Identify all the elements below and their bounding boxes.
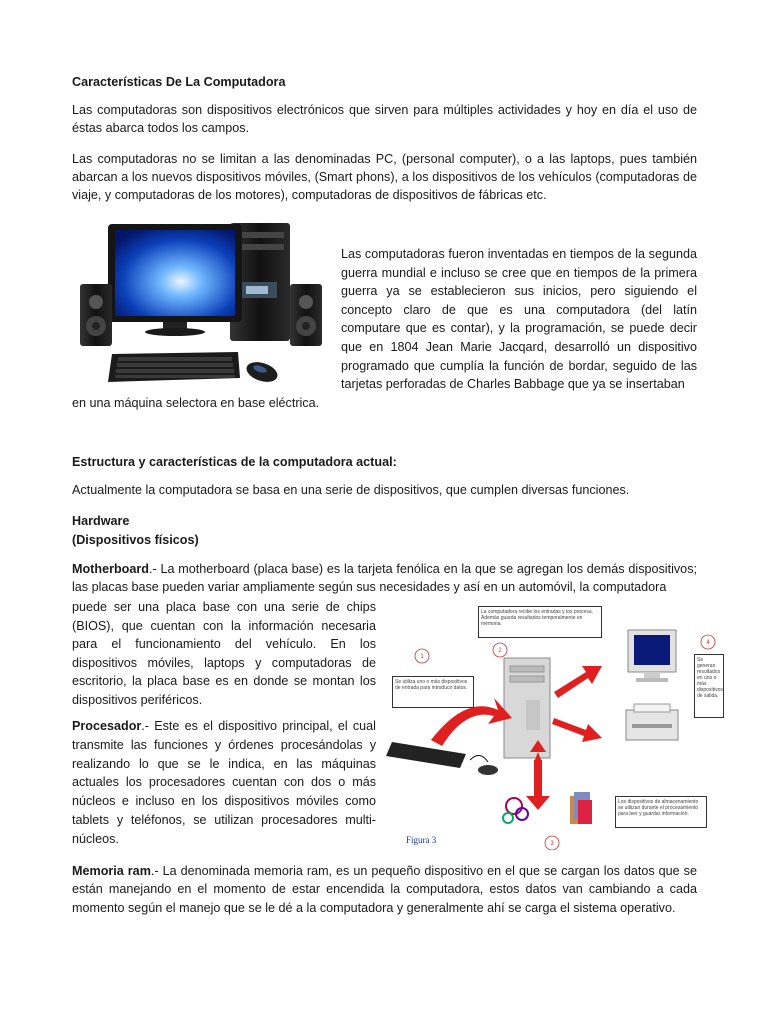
callout-storage: Los dispositivos de almacenamiento se utilizan durante el procesamiento para leer y guardar información. [615, 796, 707, 828]
diagram-number-1: 1 [420, 654, 424, 660]
desktop-computer-image [78, 220, 326, 390]
callout-process: La computadora recibe los entradas y los procesa. Además guarda resultados temporalmente en memoria. [478, 606, 602, 638]
hardware-heading [72, 512, 199, 550]
callout-output: Se generan resultados en uno o más dispositivos de salida. [694, 654, 724, 718]
motherboard-paragraph-cont: puede ser una placa base con una serie de chips (BIOS), que cuentan con la información necesaria para el funcionamiento del vehículo. En los dispositivos móviles, laptops y computadoras de escritorio, la placa base es en donde se montan los dispositivos periféricos. [72, 600, 376, 707]
figure-caption: Figura 3 [406, 835, 437, 845]
ram-term: Memoria ram [72, 864, 151, 878]
motherboard-paragraph [72, 560, 697, 597]
hardware-subtitle: (Dispositivos físicos) [72, 533, 199, 547]
intro-paragraph: Las computadoras son dispositivos electrónicos que sirven para múltiples actividades y hoy en día el uso de éstas abarca todos los campos. [72, 103, 697, 136]
procesador-text: Este es el dispositivo principal, el cual transmite las funciones y órdenes procesándolas y realizando lo que se le indica, en las máquinas actuales los procesadores cuentan con dos o más núcleos e incluso en los dispositivos móviles como tablets y teléfonos, se utilizan procesadores multi-núcleos. [72, 719, 376, 846]
estructura-paragraph: Actualmente la computadora se basa en una serie de dispositivos, que cumplen diversas funciones. [72, 483, 630, 497]
page-title: Características De La Computadora [72, 75, 286, 89]
motherboard-term: Motherboard [72, 562, 149, 576]
procesador-paragraph [72, 717, 376, 849]
callout-input: Se utiliza uno o más dispositivos de entrada para introducir datos. [392, 676, 474, 708]
diagram-number-2: 2 [498, 648, 502, 654]
motherboard-text: La motherboard (placa base) es la tarjeta fenólica en la que se agregan los demás dispositivos; las placas base pueden variar ampliamente según sus necesidades y así en un automóvil, la computadora [72, 562, 697, 595]
devices-paragraph: Las computadoras no se limitan a las denominadas PC, (personal computer), o a las laptops, pues también abarcan a los nuevos dispositivos móviles, (Smart phons), a los dispositivos de los vehículos (computadoras de viaje, y computadoras de los motores), computadoras de dispositivos de fábricas etc. [72, 152, 697, 203]
ram-paragraph [72, 862, 697, 917]
procesador-sep: .- [141, 719, 155, 733]
procesador-term: Procesador [72, 719, 142, 733]
history-paragraph: Las computadoras fueron inventadas en tiempos de la segunda guerra mundial e incluso se cree que en tiempos de la primera guerra ya se establecieron sus inicios, pero siguiendo el concepto claro de que es una computadora (del latín computare que es contar), y la programación, se puede decir que en 1804 Jean Marie Jacqard, desarrolló un dispositivo programado que cumplía la función de bordar, seguido de las tarjetas perforadas de Charles Babbage que ya se insertaban [341, 247, 697, 392]
history-paragraph-end: en una máquina selectora en base eléctrica. [72, 396, 320, 410]
diagram-number-3: 3 [550, 841, 554, 847]
estructura-heading: Estructura y características de la computadora actual: [72, 455, 397, 469]
output-arrow-monitor [554, 666, 602, 698]
hardware-title: Hardware [72, 514, 130, 528]
output-arrow-printer [552, 718, 602, 742]
ram-text: La denominada memoria ram, es un pequeño dispositivo en el que se cargan los datos que se están manejando en el momento de estar encendida la computadora, estos datos van cambiando a cada momento según el manejo que se le dé a la computadora y generalmente ahí se carga el sistema operativo. [72, 864, 697, 915]
storage-arrow [526, 760, 550, 810]
diagram-number-4: 4 [706, 640, 710, 646]
motherboard-sep: .- [148, 562, 161, 576]
ram-sep: .- [150, 864, 163, 878]
